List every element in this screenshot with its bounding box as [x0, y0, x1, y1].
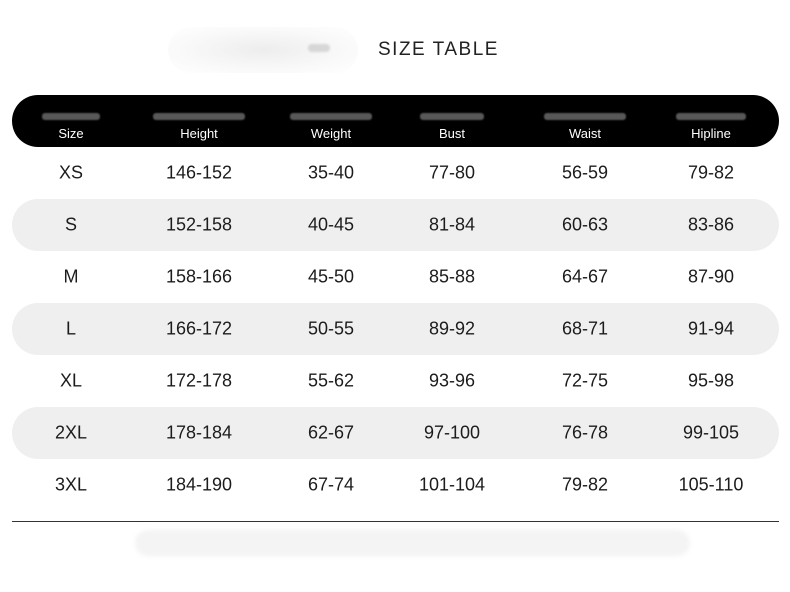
table-row [12, 407, 779, 459]
cell-size: 3XL [54, 474, 88, 495]
cell-height: 158-166 [165, 266, 233, 287]
header-height: Height [180, 126, 218, 141]
cell-weight: 55-62 [307, 370, 355, 391]
blurred-header-text [290, 113, 372, 120]
header-waist: Waist [568, 126, 602, 141]
table-row [12, 459, 779, 511]
cell-bust: 93-96 [428, 370, 476, 391]
cell-bust: 85-88 [428, 266, 476, 287]
cell-bust: 77-80 [428, 162, 476, 183]
cell-hipline: 99-105 [682, 422, 740, 443]
cell-waist: 64-67 [561, 266, 609, 287]
cell-weight: 67-74 [307, 474, 355, 495]
cell-weight: 40-45 [307, 214, 355, 235]
table-row [12, 251, 779, 303]
size-table [12, 95, 779, 511]
blurred-header-text [420, 113, 484, 120]
cell-weight: 45-50 [307, 266, 355, 287]
cell-waist: 68-71 [561, 318, 609, 339]
cell-hipline: 105-110 [678, 474, 744, 495]
cell-waist: 60-63 [561, 214, 609, 235]
table-row [12, 147, 779, 199]
cell-hipline: 79-82 [687, 162, 735, 183]
cell-weight: 50-55 [307, 318, 355, 339]
cell-height: 178-184 [165, 422, 233, 443]
table-row [12, 303, 779, 355]
blurred-logo [168, 27, 358, 73]
table-row [12, 355, 779, 407]
cell-bust: 89-92 [428, 318, 476, 339]
cell-height: 172-178 [165, 370, 233, 391]
bottom-divider [12, 521, 779, 522]
table-header [12, 95, 779, 147]
header-size: Size [58, 126, 84, 141]
cell-hipline: 91-94 [687, 318, 735, 339]
blurred-header-text [42, 113, 100, 120]
cell-height: 152-158 [165, 214, 233, 235]
cell-waist: 56-59 [561, 162, 609, 183]
cell-bust: 97-100 [423, 422, 481, 443]
cell-height: 184-190 [165, 474, 233, 495]
cell-height: 166-172 [165, 318, 233, 339]
cell-waist: 79-82 [561, 474, 609, 495]
cell-hipline: 83-86 [687, 214, 735, 235]
cell-size: L [65, 318, 77, 339]
cell-waist: 76-78 [561, 422, 609, 443]
cell-size: M [63, 266, 79, 287]
cell-size: XL [59, 370, 83, 391]
title-bar [0, 0, 790, 95]
blurred-header-text [544, 113, 626, 120]
cell-size: 2XL [54, 422, 88, 443]
blurred-footnote [135, 530, 690, 556]
cell-height: 146-152 [165, 162, 233, 183]
cell-bust: 81-84 [428, 214, 476, 235]
table-row [12, 199, 779, 251]
page-title: SIZE TABLE [378, 39, 499, 60]
blurred-logo-mark [308, 44, 330, 52]
cell-size: XS [58, 162, 84, 183]
header-weight: Weight [310, 126, 352, 141]
header-hipline: Hipline [691, 126, 731, 141]
cell-hipline: 87-90 [687, 266, 735, 287]
cell-weight: 62-67 [307, 422, 355, 443]
blurred-header-text [676, 113, 746, 120]
cell-bust: 101-104 [418, 474, 486, 495]
cell-size: S [64, 214, 78, 235]
cell-weight: 35-40 [307, 162, 355, 183]
cell-waist: 72-75 [561, 370, 609, 391]
cell-hipline: 95-98 [687, 370, 735, 391]
blurred-header-text [153, 113, 245, 120]
header-bust: Bust [438, 126, 466, 141]
